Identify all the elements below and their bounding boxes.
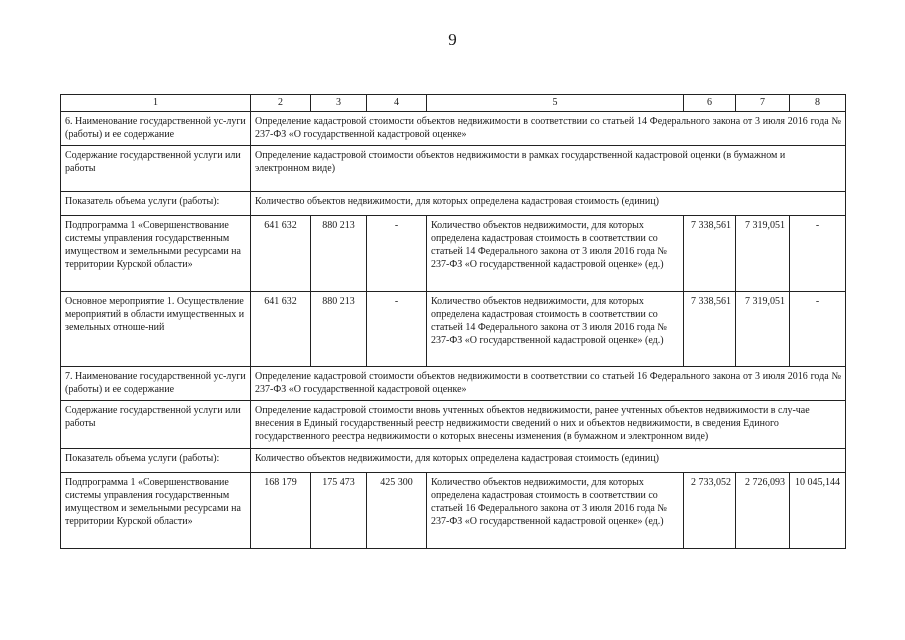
column-number: 4 xyxy=(367,95,427,112)
value-col-4: - xyxy=(367,216,427,292)
document-table xyxy=(60,94,846,549)
value-col-4: - xyxy=(367,292,427,367)
service-name-label: 7. Наименование государственной ус-луги (работы) и ее содержание xyxy=(61,367,251,401)
column-number: 2 xyxy=(251,95,311,112)
table-row xyxy=(61,216,846,292)
value-col-7: 2 726,093 xyxy=(736,473,790,549)
column-number: 1 xyxy=(61,95,251,112)
value-col-7: 7 319,051 xyxy=(736,292,790,367)
column-number-row xyxy=(61,95,846,112)
indicator-description: Количество объектов недвижимости, для которых определена кадастровая стоимость в соответствии со статьей 16 Федерального закона от 3 июля 2016 года № 237-ФЗ «О государственной кадастровой оценке» (ед.) xyxy=(427,473,684,549)
service-name-label: 6. Наименование государственной ус-луги (работы) и ее содержание xyxy=(61,112,251,146)
value-col-3: 880 213 xyxy=(311,292,367,367)
column-number: 5 xyxy=(427,95,684,112)
value-col-3: 880 213 xyxy=(311,216,367,292)
value-col-2: 168 179 xyxy=(251,473,311,549)
table-row xyxy=(61,473,846,549)
value-col-8: 10 045,144 xyxy=(790,473,846,549)
column-number: 8 xyxy=(790,95,846,112)
indicator-row xyxy=(61,192,846,216)
indicator-value: Количество объектов недвижимости, для которых определена кадастровая стоимость (единиц) xyxy=(251,192,846,216)
value-col-2: 641 632 xyxy=(251,216,311,292)
indicator-row xyxy=(61,449,846,473)
value-col-7: 7 319,051 xyxy=(736,216,790,292)
indicator-description: Количество объектов недвижимости, для которых определена кадастровая стоимость в соответствии со статьей 14 Федерального закона от 3 июля 2016 года № 237-ФЗ «О государственной кадастровой оценке» (ед.) xyxy=(427,216,684,292)
value-col-6: 7 338,561 xyxy=(684,292,736,367)
service-content-value: Определение кадастровой стоимости вновь учтенных объектов недвижимости, ранее учтенных объектов недвижимости в слу-чае внесения в Единый государственный реестр недвижимости сведений о них и объектов недвижимости, в сведения Единого государственного реестра недвижимости о которых внесены изменения (в бумажном и электронном виде) xyxy=(251,401,846,449)
service-content-value: Определение кадастровой стоимости объектов недвижимости в рамках государственной кадастровой оценки (в бумажном и электронном виде) xyxy=(251,146,846,192)
column-number: 7 xyxy=(736,95,790,112)
indicator-description: Количество объектов недвижимости, для которых определена кадастровая стоимость в соответствии со статьей 14 Федерального закона от 3 июля 2016 года № 237-ФЗ «О государственной кадастровой оценке» (ед.) xyxy=(427,292,684,367)
value-col-3: 175 473 xyxy=(311,473,367,549)
program-name: Подпрограмма 1 «Совершенствование системы управления государственным имуществом и земельными ресурсами на территории Курской области» xyxy=(61,216,251,292)
service-content-row xyxy=(61,401,846,449)
service-name-row xyxy=(61,367,846,401)
indicator-label: Показатель объема услуги (работы): xyxy=(61,192,251,216)
table-row xyxy=(61,292,846,367)
column-number: 6 xyxy=(684,95,736,112)
service-content-label: Содержание государственной услуги или работы xyxy=(61,401,251,449)
value-col-8: - xyxy=(790,216,846,292)
program-name: Основное мероприятие 1. Осуществление мероприятий в области имущественных и земельных отноше-ний xyxy=(61,292,251,367)
value-col-6: 2 733,052 xyxy=(684,473,736,549)
value-col-8: - xyxy=(790,292,846,367)
indicator-value: Количество объектов недвижимости, для которых определена кадастровая стоимость (единиц) xyxy=(251,449,846,473)
value-col-6: 7 338,561 xyxy=(684,216,736,292)
value-col-4: 425 300 xyxy=(367,473,427,549)
value-col-2: 641 632 xyxy=(251,292,311,367)
service-content-label: Содержание государственной услуги или работы xyxy=(61,146,251,192)
service-name-value: Определение кадастровой стоимости объектов недвижимости в соответствии со статьей 16 Федерального закона от 3 июля 2016 года № 237-ФЗ «О государственной кадастровой оценке» xyxy=(251,367,846,401)
indicator-label: Показатель объема услуги (работы): xyxy=(61,449,251,473)
service-name-row xyxy=(61,112,846,146)
program-name: Подпрограмма 1 «Совершенствование системы управления государственным имуществом и земельными ресурсами на территории Курской области» xyxy=(61,473,251,549)
service-name-value: Определение кадастровой стоимости объектов недвижимости в соответствии со статьей 14 Федерального закона от 3 июля 2016 года № 237-ФЗ «О государственной кадастровой оценке» xyxy=(251,112,846,146)
page-number: 9 xyxy=(448,30,457,49)
column-number: 3 xyxy=(311,95,367,112)
service-content-row xyxy=(61,146,846,192)
